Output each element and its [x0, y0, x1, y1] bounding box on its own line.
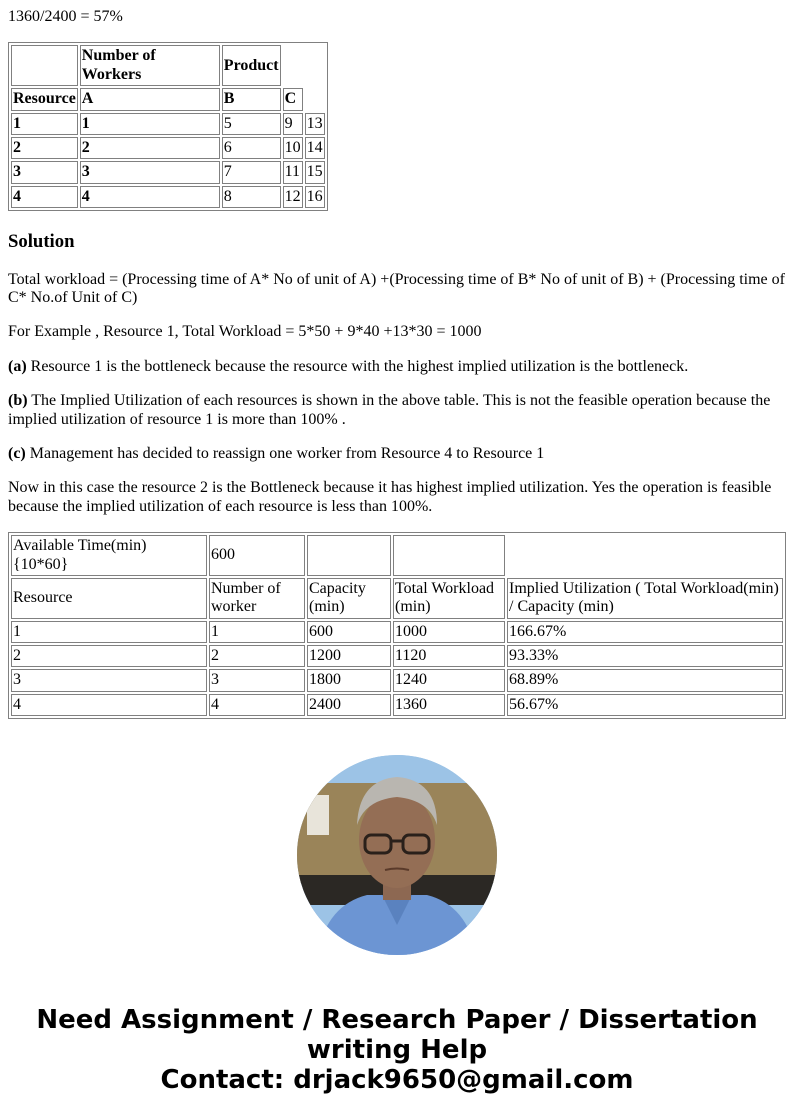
- table-cell: 4: [11, 694, 207, 716]
- answer-a-text: Resource 1 is the bottleneck because the resource with the highest implied utilization is the bottleneck.: [26, 357, 689, 375]
- table-row: [11, 645, 783, 667]
- table-header-cell: C: [283, 88, 303, 110]
- table-row: [11, 161, 325, 183]
- table-cell: 1800: [307, 669, 391, 691]
- table-cell: [393, 535, 505, 576]
- workload-formula: Total workload = (Processing time of A* No of unit of A) +(Processing time of B* No of unit of B) + (Processing time of C* No.of Unit of C): [8, 270, 785, 307]
- table-cell: 1360: [393, 694, 505, 716]
- promo-banner: [8, 1005, 786, 1095]
- table-header-cell: B: [222, 88, 281, 110]
- utilization-calc-line: 1360/2400 = 57%: [8, 8, 123, 25]
- table-cell: 93.33%: [507, 645, 783, 667]
- table-row: [11, 621, 783, 643]
- table-cell: 1: [11, 113, 78, 135]
- table-header-cell: Implied Utilization ( Total Workload(min) / Capacity (min): [507, 578, 783, 619]
- answer-c-text: Management has decided to reassign one worker from Resource 4 to Resource 1: [25, 444, 545, 462]
- table-cell: [507, 535, 783, 576]
- available-time-label: Available Time(min) {10*60}: [11, 535, 207, 576]
- table-cell: 4: [80, 186, 220, 208]
- table-cell: 1000: [393, 621, 505, 643]
- table-header-cell: Total Workload (min): [393, 578, 505, 619]
- solution-heading: Solution: [8, 231, 75, 253]
- conclusion-text: Now in this case the resource 2 is the Bottleneck because it has highest implied utilization. Yes the operation is feasible because the implied utilization of each resource is less than 100%.: [8, 479, 772, 515]
- table-cell: 6: [222, 137, 281, 159]
- table-cell: 2400: [307, 694, 391, 716]
- table-cell: 8: [222, 186, 281, 208]
- table-cell: 3: [11, 669, 207, 691]
- answer-b-text: The Implied Utilization of each resources is shown in the above table. This is not the feasible operation because the implied utilization of resource 1 is more than 100% .: [8, 392, 771, 428]
- table-header-cell: A: [80, 88, 220, 110]
- table-cell: 68.89%: [507, 669, 783, 691]
- table-cell: 1120: [393, 645, 505, 667]
- author-photo-container: [8, 755, 786, 955]
- table-header-cell: Capacity (min): [307, 578, 391, 619]
- table-cell: 600: [307, 621, 391, 643]
- table-header-cell: Resource: [11, 578, 207, 619]
- table-cell: 3: [80, 161, 220, 183]
- table-row: [11, 113, 325, 135]
- promo-contact: Contact: drjack9650@gmail.com: [160, 1065, 634, 1095]
- table-cell: 10: [283, 137, 303, 159]
- answer-a: [8, 358, 786, 376]
- workload-example: For Example , Resource 1, Total Workload = 5*50 + 9*40 +13*30 = 1000: [8, 323, 482, 341]
- table-cell: [11, 45, 78, 86]
- table-cell: 4: [209, 694, 305, 716]
- table-cell: 3: [209, 669, 305, 691]
- answer-a-label: (a): [8, 357, 27, 375]
- table-cell: 7: [222, 161, 281, 183]
- table-cell: 15: [305, 161, 325, 183]
- table-row: [11, 137, 325, 159]
- table-cell: 12: [283, 186, 303, 208]
- table-header-cell: Number of Workers: [80, 45, 220, 86]
- table-header-cell: Product: [222, 45, 281, 86]
- person-portrait-icon: [297, 755, 497, 955]
- workers-products-table: [8, 42, 328, 211]
- table-cell: 2: [11, 137, 78, 159]
- table-cell: 1: [209, 621, 305, 643]
- answer-c-label: (c): [8, 444, 26, 462]
- table-cell: 2: [11, 645, 207, 667]
- table-row: [11, 186, 325, 208]
- answer-b: [8, 392, 786, 429]
- table-cell: 1200: [307, 645, 391, 667]
- available-time-value: 600: [209, 535, 305, 576]
- table-row: [11, 535, 783, 576]
- answer-c: [8, 445, 786, 463]
- table-row: [11, 578, 783, 619]
- table-cell: 2: [80, 137, 220, 159]
- table-row: [11, 45, 325, 86]
- table-cell: 166.67%: [507, 621, 783, 643]
- table-cell: 56.67%: [507, 694, 783, 716]
- table-cell: 1: [80, 113, 220, 135]
- table-row: [11, 669, 783, 691]
- answer-b-label: (b): [8, 392, 28, 410]
- promo-line-2: writing Help: [306, 1035, 488, 1066]
- table-cell: 5: [222, 113, 281, 135]
- table-cell: 11: [283, 161, 303, 183]
- table-cell: 3: [11, 161, 78, 183]
- table-cell: 9: [283, 113, 303, 135]
- table-row: [11, 88, 325, 110]
- promo-line-1: Need Assignment / Research Paper / Dissertation: [36, 1005, 758, 1036]
- table-cell: 1: [11, 621, 207, 643]
- table-cell: 1240: [393, 669, 505, 691]
- table-row: [11, 694, 783, 716]
- table-cell: [307, 535, 391, 576]
- table-cell: 16: [305, 186, 325, 208]
- table-cell: 13: [305, 113, 325, 135]
- utilization-table: [8, 532, 786, 719]
- table-header-cell: Number of worker: [209, 578, 305, 619]
- table-cell: 4: [11, 186, 78, 208]
- table-cell: 14: [305, 137, 325, 159]
- author-photo: [297, 755, 497, 955]
- table-header-cell: Resource: [11, 88, 78, 110]
- table-cell: 2: [209, 645, 305, 667]
